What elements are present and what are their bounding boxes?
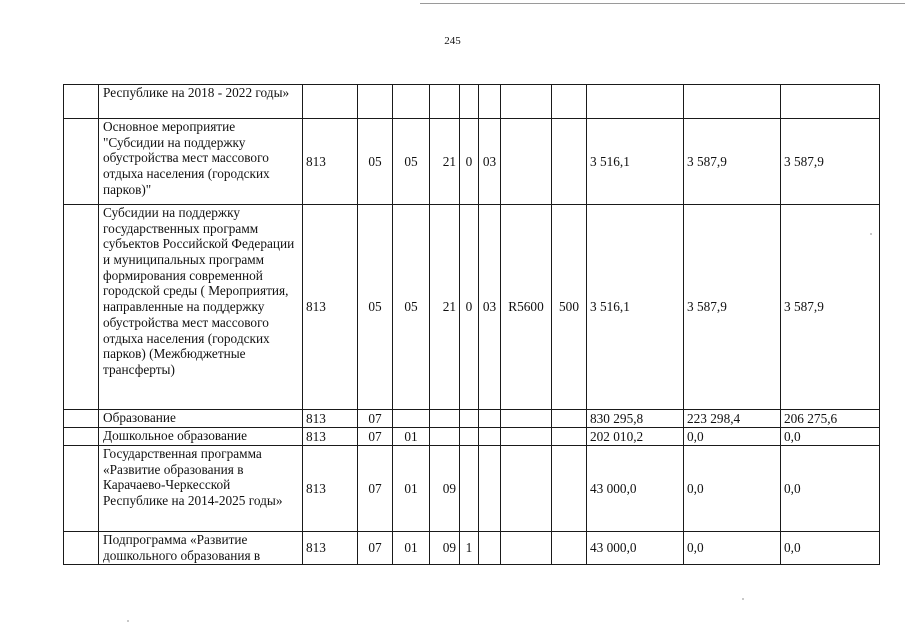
expense-type-cell [552, 119, 587, 205]
item-name: Республике на 2018 - 2022 годы» [99, 85, 303, 119]
subprogram-cell [460, 410, 479, 428]
section-cell [358, 85, 393, 119]
table-row [64, 119, 880, 205]
expense-type-cell [552, 410, 587, 428]
amount-year3-cell: 0,0 [781, 428, 880, 446]
scan-speck [870, 233, 872, 235]
main-activity-cell [479, 85, 501, 119]
main-activity-cell [479, 532, 501, 565]
row-number-cell [64, 532, 99, 565]
subprogram-cell: 1 [460, 532, 479, 565]
row-number-cell [64, 85, 99, 119]
amount-year3-cell: 3 587,9 [781, 205, 880, 410]
main-activity-cell [479, 446, 501, 532]
direction-cell [501, 532, 552, 565]
main-activity-cell: 03 [479, 119, 501, 205]
direction-cell [501, 410, 552, 428]
table-row [64, 446, 880, 532]
grbs-cell: 813 [303, 205, 358, 410]
main-activity-cell [479, 410, 501, 428]
table-row [64, 410, 880, 428]
amount-year3-cell [781, 85, 880, 119]
subsection-cell: 01 [393, 428, 430, 446]
amount-year1-cell: 830 295,8 [587, 410, 684, 428]
section-cell: 07 [358, 428, 393, 446]
table-row [64, 428, 880, 446]
amount-year1-cell: 43 000,0 [587, 532, 684, 565]
amount-year2-cell: 0,0 [684, 428, 781, 446]
table-row [64, 85, 880, 119]
expense-type-cell [552, 85, 587, 119]
subprogram-cell [460, 428, 479, 446]
row-number-cell [64, 119, 99, 205]
expense-type-cell [552, 446, 587, 532]
expense-type-cell: 500 [552, 205, 587, 410]
section-cell: 05 [358, 205, 393, 410]
section-cell: 07 [358, 532, 393, 565]
scan-edge-line [420, 3, 905, 4]
grbs-cell: 813 [303, 446, 358, 532]
table-row [64, 532, 880, 565]
amount-year3-cell: 3 587,9 [781, 119, 880, 205]
row-number-cell [64, 446, 99, 532]
direction-cell: R5600 [501, 205, 552, 410]
grbs-cell: 813 [303, 119, 358, 205]
direction-cell [501, 446, 552, 532]
row-number-cell [64, 428, 99, 446]
amount-year1-cell: 202 010,2 [587, 428, 684, 446]
amount-year1-cell: 3 516,1 [587, 205, 684, 410]
program-cell [430, 428, 460, 446]
subsection-cell [393, 85, 430, 119]
budget-table [63, 84, 880, 565]
program-cell [430, 410, 460, 428]
item-name: Субсидии на поддержку государственных программ субъектов Российской Федерации и муниципальных программ формирования современной городской среды ( Мероприятия, направленные на поддержку обустройства мест массового отдыха населения (городских парков) (Межбюджетные трансферты) [99, 205, 303, 410]
expense-type-cell [552, 532, 587, 565]
item-name: Подпрограмма «Развитие дошкольного образования в [99, 532, 303, 565]
subsection-cell: 05 [393, 205, 430, 410]
amount-year2-cell: 0,0 [684, 532, 781, 565]
subprogram-cell [460, 446, 479, 532]
scan-speck [742, 598, 744, 600]
expense-type-cell [552, 428, 587, 446]
amount-year1-cell: 43 000,0 [587, 446, 684, 532]
grbs-cell: 813 [303, 532, 358, 565]
section-cell: 05 [358, 119, 393, 205]
amount-year2-cell: 0,0 [684, 446, 781, 532]
item-name: Основное мероприятие "Субсидии на поддержку обустройства мест массового отдыха населения (городских парков)" [99, 119, 303, 205]
page-number: 245 [444, 35, 461, 47]
scan-speck [127, 620, 129, 622]
direction-cell [501, 85, 552, 119]
subprogram-cell: 0 [460, 205, 479, 410]
item-name: Государственная программа «Развитие образования в Карачаево-Черкесской Республике на 2014-2025 годы» [99, 446, 303, 532]
subsection-cell: 05 [393, 119, 430, 205]
subprogram-cell [460, 85, 479, 119]
row-number-cell [64, 205, 99, 410]
program-cell: 21 [430, 205, 460, 410]
section-cell: 07 [358, 410, 393, 428]
amount-year3-cell: 206 275,6 [781, 410, 880, 428]
amount-year3-cell: 0,0 [781, 532, 880, 565]
main-activity-cell [479, 428, 501, 446]
grbs-cell [303, 85, 358, 119]
item-name: Образование [99, 410, 303, 428]
row-number-cell [64, 410, 99, 428]
subsection-cell: 01 [393, 446, 430, 532]
table-row [64, 205, 880, 410]
section-cell: 07 [358, 446, 393, 532]
program-cell: 09 [430, 532, 460, 565]
direction-cell [501, 428, 552, 446]
subsection-cell: 01 [393, 532, 430, 565]
item-name: Дошкольное образование [99, 428, 303, 446]
amount-year2-cell: 3 587,9 [684, 119, 781, 205]
program-cell [430, 85, 460, 119]
subsection-cell [393, 410, 430, 428]
amount-year2-cell: 223 298,4 [684, 410, 781, 428]
grbs-cell: 813 [303, 428, 358, 446]
subprogram-cell: 0 [460, 119, 479, 205]
amount-year2-cell [684, 85, 781, 119]
program-cell: 21 [430, 119, 460, 205]
program-cell: 09 [430, 446, 460, 532]
amount-year3-cell: 0,0 [781, 446, 880, 532]
amount-year1-cell [587, 85, 684, 119]
direction-cell [501, 119, 552, 205]
amount-year1-cell: 3 516,1 [587, 119, 684, 205]
grbs-cell: 813 [303, 410, 358, 428]
main-activity-cell: 03 [479, 205, 501, 410]
amount-year2-cell: 3 587,9 [684, 205, 781, 410]
